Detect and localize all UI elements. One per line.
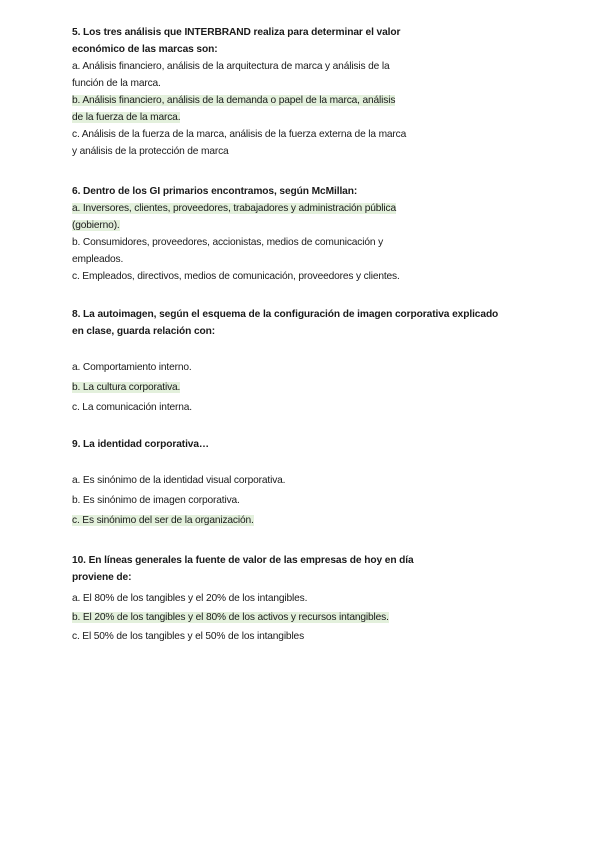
question-10-option-c: c. El 50% de los tangibles y el 50% de los intangibles [72, 631, 305, 642]
option-b-line2: de la fuerza de la marca. [72, 112, 181, 123]
option-a-line2: función de la marca. [72, 78, 161, 89]
question-10-option-a: a. El 80% de los tangibles y el 20% de los intangibles. [72, 593, 308, 604]
option-b-text: b. La cultura corporativa. [72, 382, 181, 393]
question-6-title: 6. Dentro de los GI primarios encontramos, según McMillan: [72, 186, 358, 197]
spacer [72, 340, 542, 359]
question-5-title-line2: económico de las marcas son: [72, 44, 218, 55]
question-5 [72, 24, 532, 160]
option-b-line1: b. Análisis financiero, análisis de la demanda o papel de la marca, análisis [72, 95, 396, 106]
question-8-option-c: c. La comunicación interna. [72, 402, 192, 413]
question-9-option-a: a. Es sinónimo de la identidad visual corporativa. [72, 475, 286, 486]
option-b-line2: empleados. [72, 254, 124, 265]
option-c-line1: c. Empleados, directivos, medios de comunicación, proveedores y clientes. [72, 271, 400, 282]
question-9 [72, 436, 532, 529]
option-c-line2: y análisis de la protección de marca [72, 146, 229, 157]
question-9-title: 9. La identidad corporativa… [72, 439, 210, 450]
option-b-line1: b. Consumidores, proveedores, accionistas, medios de comunicación y [72, 237, 384, 248]
question-10-title [72, 552, 532, 586]
question-8-title [72, 306, 542, 340]
question-6-option-b [72, 234, 532, 268]
question-5-option-b-correct [72, 92, 532, 126]
question-6-option-c [72, 268, 532, 285]
option-a-line2: (gobierno). [72, 220, 120, 231]
question-8-title-line2: en clase, guarda relación con: [72, 326, 216, 337]
option-b-text: b. El 20% de los tangibles y el 80% de los activos y recursos intangibles. [72, 612, 389, 623]
option-a-line1: a. Análisis financiero, análisis de la arquitectura de marca y análisis de la [72, 61, 390, 72]
option-c-line1: c. Análisis de la fuerza de la marca, análisis de la fuerza externa de la marca [72, 129, 407, 140]
question-8-option-a: a. Comportamiento interno. [72, 362, 192, 373]
option-c-text: c. Es sinónimo del ser de la organización. [72, 515, 254, 526]
question-5-title-line1: 5. Los tres análisis que INTERBRAND realiza para determinar el valor [72, 27, 401, 38]
option-a-line1: a. Inversores, clientes, proveedores, trabajadores y administración pública [72, 203, 396, 214]
question-8 [72, 306, 542, 416]
question-6 [72, 183, 532, 285]
question-10 [72, 552, 532, 645]
question-5-title [72, 24, 532, 58]
question-8-option-b-correct [72, 379, 542, 396]
question-5-option-c [72, 126, 532, 160]
question-5-option-a [72, 58, 532, 92]
question-9-option-c-correct [72, 512, 532, 529]
question-8-title-line1: 8. La autoimagen, según el esquema de la configuración de imagen corporativa explicado [72, 309, 499, 320]
question-9-option-b: b. Es sinónimo de imagen corporativa. [72, 495, 240, 506]
question-10-option-b-correct [72, 609, 532, 626]
spacer [72, 453, 532, 472]
question-10-title-line1: 10. En líneas generales la fuente de valor de las empresas de hoy en día [72, 555, 414, 566]
question-10-title-line2: proviene de: [72, 572, 132, 583]
question-6-option-a-correct [72, 200, 532, 234]
